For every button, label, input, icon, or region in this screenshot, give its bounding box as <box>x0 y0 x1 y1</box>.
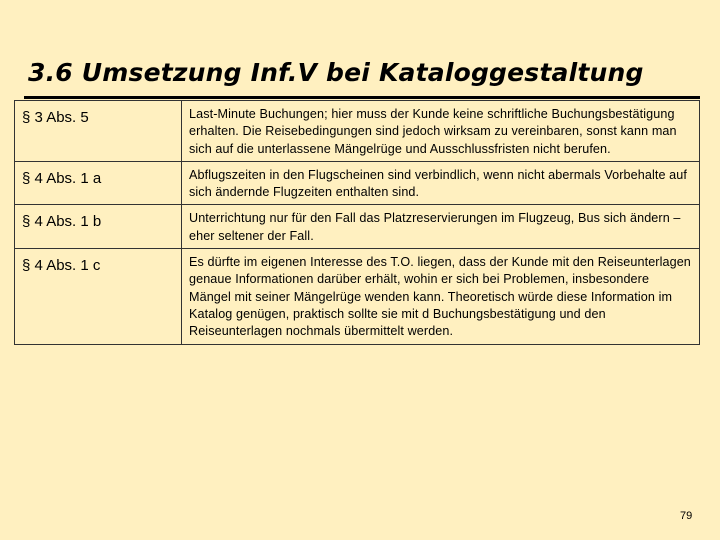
slide-title: 3.6 Umsetzung Inf.V bei Kataloggestaltung <box>28 58 644 87</box>
table-row <box>15 161 700 205</box>
section-reference: § 4 Abs. 1 a <box>15 161 182 205</box>
page-number: 79 <box>680 510 693 522</box>
section-description: Unterrichtung nur für den Fall das Platzreservierungen im Flugzeug, Bus sich ändern – eher seltener der Fall. <box>182 205 700 249</box>
content-table <box>14 100 700 345</box>
title-underline <box>24 96 700 99</box>
table-row <box>15 249 700 344</box>
section-description: Es dürfte im eigenen Interesse des T.O. liegen, dass der Kunde mit den Reiseunterlagen genaue Informationen darüber erhält, wohin er sich bei Problemen, insbesondere Mängel mit seiner Mängelrüge wenden kann. Theoretisch würde diese Information im Katalog genügen, praktisch sollte sie mit d Buchungsbestätigung und den Reiseunterlagen nochmals übermittelt werden. <box>182 249 700 344</box>
section-reference: § 4 Abs. 1 c <box>15 249 182 344</box>
section-description: Last-Minute Buchungen; hier muss der Kunde keine schriftliche Buchungsbestätigung erhalten. Die Reisebedingungen sind jedoch wirksam zu vereinbaren, sonst kann man sich auf die unterlassene Mängelrüge und Ausschlussfristen nicht berufen. <box>182 101 700 162</box>
table-row <box>15 205 700 249</box>
section-reference: § 4 Abs. 1 b <box>15 205 182 249</box>
section-description: Abflugszeiten in den Flugscheinen sind verbindlich, wenn nicht abermals Vorbehalte auf sich ändernde Flugzeiten enthalten sind. <box>182 161 700 205</box>
table-row <box>15 101 700 162</box>
section-reference: § 3 Abs. 5 <box>15 101 182 162</box>
